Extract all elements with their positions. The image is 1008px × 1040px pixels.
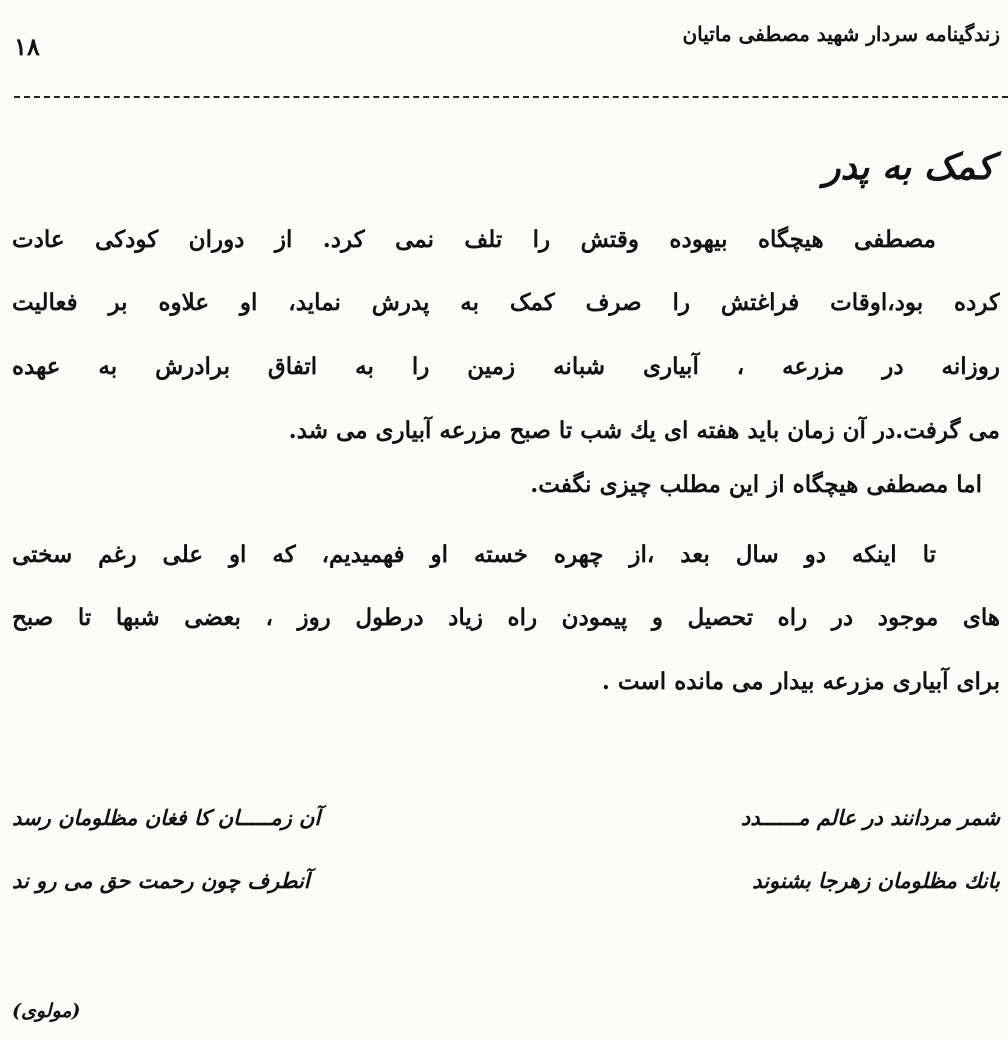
poem-hemistich-right: بانك مظلومان زهرجا بشنوند xyxy=(752,868,1000,893)
poem-hemistich-left: آن زمـــــان کا فغان مظلومان رسد xyxy=(12,805,321,830)
running-title: زندگینامه سردار شهید مصطفی ماتیان xyxy=(682,22,1000,46)
poem-hemistich-right: شمر مردانند در عالم مــــــدد xyxy=(740,805,1000,830)
poem-verse xyxy=(12,868,1000,908)
paragraph-line: برای آبیاری مزرعه بیدار می مانده است . xyxy=(601,668,1000,695)
poem-attribution: (مولوی) xyxy=(12,1000,81,1022)
poem-verse xyxy=(12,805,1000,845)
paragraph-line: های موجود در راه تحصیل و پیمودن راه زیاد درطول روز ، بعضی شبها تا صبح xyxy=(12,604,1000,631)
paragraph-line: اما مصطفی هیچگاه از این مطلب چیزی نگفت. xyxy=(530,471,982,498)
paragraph-line: مصطفی هیچگاه بیهوده وقتش را تلف نمی کرد. از دوران کودکی عادت xyxy=(12,226,936,253)
paragraph-line: تا اینکه دو سال بعد ،از چهره خسته او فهمیدیم، که او علی رغم سختی xyxy=(12,541,936,568)
header-divider xyxy=(14,96,1008,98)
paragraph-line: روزانه در مزرعه ، آبیاری شبانه زمین را به اتفاق برادرش به عهده xyxy=(12,353,1000,380)
paragraph-line: کرده بود،اوقات فراغتش را صرف کمک به پدرش نماید، او علاوه بر فعالیت xyxy=(12,289,1000,316)
section-title: کمک به پدر xyxy=(823,146,994,188)
paragraph-line: می گرفت.در آن زمان باید هفته ای یك شب تا صبح مزرعه آبیاری می شد. xyxy=(288,417,1000,444)
page-header xyxy=(0,18,1008,61)
poem-hemistich-left: آنطرف چون رحمت حق می رو ند xyxy=(12,868,310,893)
page-number: ۱۸ xyxy=(14,32,40,61)
